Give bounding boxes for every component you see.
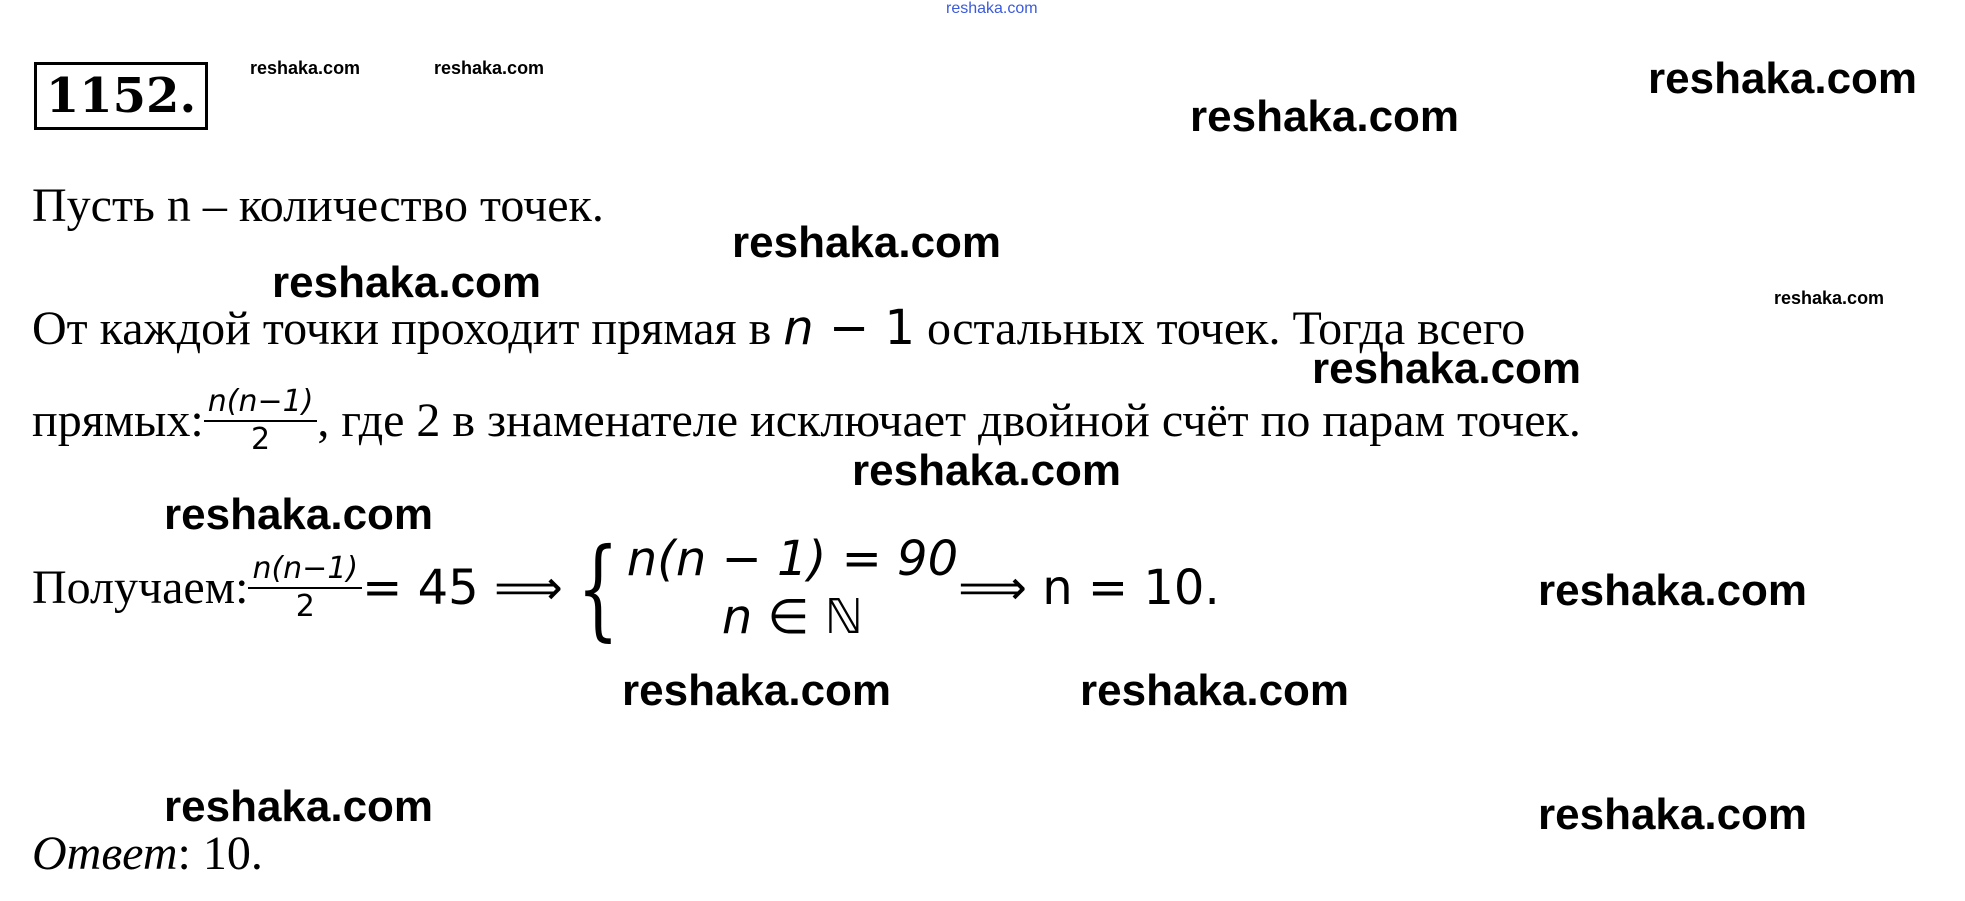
system-rows xyxy=(627,530,958,646)
watermark: reshaka.com xyxy=(1080,666,1350,715)
line-text: остальных точек. Тогда всего xyxy=(915,302,1526,355)
watermark: reshaka.com xyxy=(272,258,542,307)
fraction xyxy=(204,384,318,458)
fraction-denominator: 2 xyxy=(251,422,271,457)
problem-number: 1152. xyxy=(34,62,208,130)
watermark: reshaka.com xyxy=(164,490,434,539)
fraction-denominator: 2 xyxy=(295,589,315,624)
watermark: reshaka.com xyxy=(622,666,892,715)
line-text: , где 2 в знаменателе исключает двойной счёт по парам точек. xyxy=(317,394,1581,447)
system-row: n(n − 1) = 90 xyxy=(626,531,959,587)
solution-line-2 xyxy=(32,300,1525,357)
line-text: От каждой точки проходит прямая в xyxy=(32,302,784,355)
watermark: reshaka.com xyxy=(434,58,545,78)
answer-label: Ответ xyxy=(32,827,178,880)
line-text: прямых: xyxy=(32,394,204,447)
fraction-numerator: n(n−1) xyxy=(252,551,359,586)
watermark: reshaka.com xyxy=(1648,54,1918,103)
watermark: reshaka.com xyxy=(1538,790,1808,839)
watermark-top: reshaka.com xyxy=(946,0,1038,17)
math-expression: − 1 xyxy=(813,300,915,356)
answer-line xyxy=(32,826,263,882)
math-expression: = 45 ⟹ xyxy=(362,560,563,616)
system-row: n ∈ ℕ xyxy=(721,589,864,645)
equation-system xyxy=(563,524,959,652)
watermark: reshaka.com xyxy=(1190,92,1460,141)
solution-line-1 xyxy=(32,178,604,234)
math-expression: ⟹ n = 10. xyxy=(958,560,1220,616)
solution-line-3 xyxy=(32,384,1581,458)
watermark: reshaka.com xyxy=(1774,288,1885,308)
math-variable: n xyxy=(783,300,814,356)
fraction xyxy=(248,551,362,625)
watermark: reshaka.com xyxy=(732,218,1002,267)
line-text: Пусть n – количество точек. xyxy=(32,179,604,232)
line-text: Получаем: xyxy=(32,561,249,614)
fraction-numerator: n(n−1) xyxy=(207,384,314,419)
watermark: reshaka.com xyxy=(852,446,1122,495)
solution-line-4 xyxy=(32,524,1220,652)
answer-value: : 10. xyxy=(177,827,263,880)
brace-symbol: { xyxy=(576,524,619,652)
watermark: reshaka.com xyxy=(1538,566,1808,615)
watermark: reshaka.com xyxy=(250,58,361,78)
watermark: reshaka.com xyxy=(164,782,434,831)
watermark: reshaka.com xyxy=(1312,344,1582,393)
